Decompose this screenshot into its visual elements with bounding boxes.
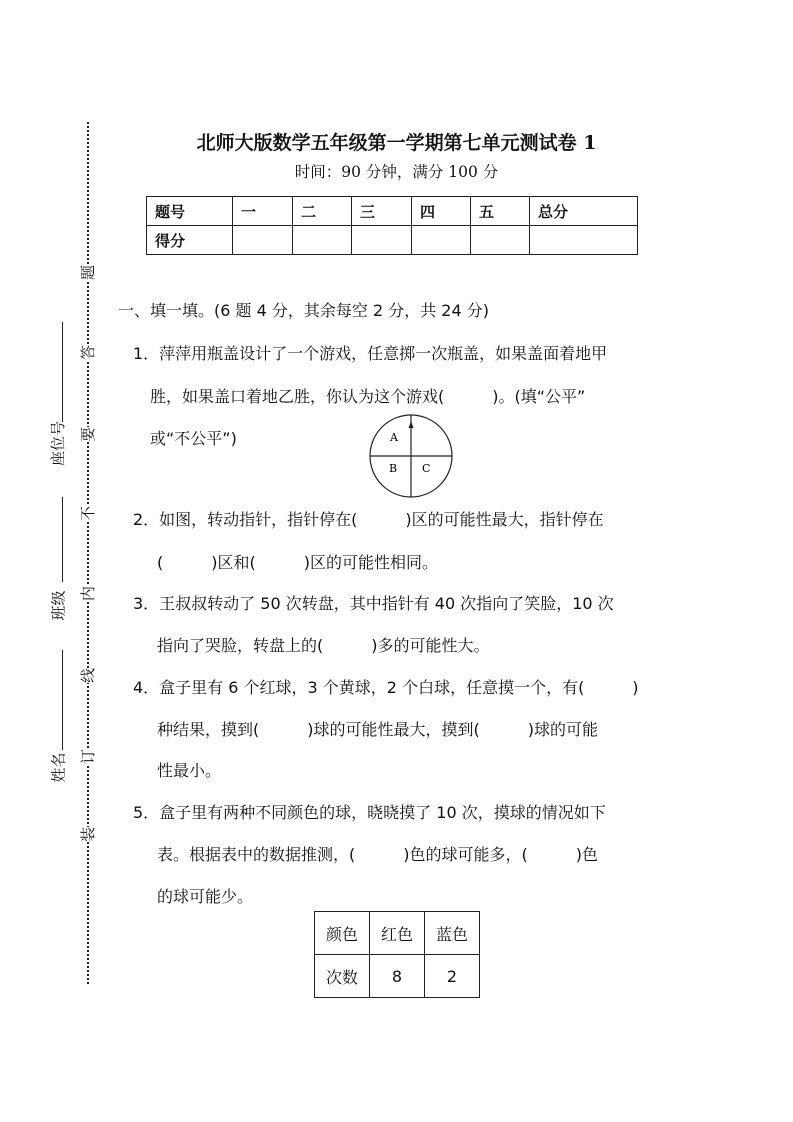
question-1-line: 或“不公平”) bbox=[150, 429, 237, 448]
question-5-line: 表。根据表中的数据推测，( )色的球可能多，( )色 bbox=[157, 845, 598, 864]
table-header-cell: 蓝色 bbox=[425, 912, 480, 955]
question-3-line: 指向了哭脸，转盘上的( )多的可能性大。 bbox=[157, 636, 490, 655]
score-table-score-row bbox=[147, 226, 638, 255]
score-input-cell[interactable] bbox=[293, 226, 352, 255]
binding-dotted-line bbox=[87, 122, 89, 984]
spinner-diagram bbox=[368, 413, 454, 499]
question-4-line: 4．盒子里有 6 个红球，3 个黄球，2 个白球，任意摸一个，有( ) bbox=[133, 678, 639, 697]
question-4-line: 性最小。 bbox=[157, 761, 222, 780]
binding-char: 答 bbox=[79, 344, 98, 361]
table-row-label: 次数 bbox=[315, 955, 370, 998]
question-3-line: 3．王叔叔转动了 50 次转盘，其中指针有 40 次指向了笑脸，10 次 bbox=[133, 594, 614, 613]
score-input-cell[interactable] bbox=[233, 226, 293, 255]
question-2-line: 2．如图，转动指针，指针停在( )区的可能性最大，指针停在 bbox=[133, 510, 604, 529]
spinner-label-a: A bbox=[390, 431, 398, 444]
seat-underline bbox=[62, 322, 63, 422]
binding-char: 装 bbox=[79, 826, 98, 843]
table-row bbox=[315, 955, 480, 998]
spinner-label-b: B bbox=[389, 462, 398, 475]
class-underline bbox=[62, 497, 63, 582]
page-title: 北师大版数学五年级第一学期第七单元测试卷 1 bbox=[196, 132, 597, 154]
score-table-header-row bbox=[147, 197, 638, 226]
table-cell: 8 bbox=[370, 955, 425, 998]
binding-char: 内 bbox=[79, 585, 98, 602]
table-header-cell: 红色 bbox=[370, 912, 425, 955]
score-cell: 得分 bbox=[147, 226, 233, 255]
score-input-cell[interactable] bbox=[471, 226, 530, 255]
score-input-cell[interactable] bbox=[412, 226, 471, 255]
name-underline bbox=[62, 650, 63, 750]
spinner-label-c: C bbox=[422, 462, 431, 475]
spinner-pointer-icon bbox=[409, 421, 414, 428]
score-input-cell[interactable] bbox=[530, 226, 638, 255]
binding-char: 线 bbox=[79, 667, 98, 684]
binding-char: 不 bbox=[79, 505, 98, 522]
question-2-line: ( )区和( )区的可能性相同。 bbox=[157, 553, 438, 572]
table-row bbox=[315, 912, 480, 955]
question-1-line: 1．萍萍用瓶盖设计了一个游戏，任意掷一次瓶盖，如果盖面着地甲 bbox=[133, 344, 608, 363]
seat-label: 座位号 bbox=[49, 420, 68, 467]
table-cell: 2 bbox=[425, 955, 480, 998]
table-header-cell: 颜色 bbox=[315, 912, 370, 955]
question-5-line: 5．盒子里有两种不同颜色的球，晓晓摸了 10 次，摸球的情况如下 bbox=[133, 803, 606, 822]
binding-char: 要 bbox=[79, 426, 98, 443]
score-cell: 五 bbox=[471, 197, 530, 226]
score-cell: 题号 bbox=[147, 197, 233, 226]
score-cell: 一 bbox=[233, 197, 293, 226]
question-5-line: 的球可能少。 bbox=[157, 887, 254, 906]
score-input-cell[interactable] bbox=[352, 226, 412, 255]
score-cell: 总分 bbox=[530, 197, 638, 226]
name-label: 姓名 bbox=[49, 752, 68, 783]
binding-char: 订 bbox=[79, 748, 98, 765]
section-heading: 一、填一填。(6 题 4 分，其余每空 2 分，共 24 分) bbox=[118, 301, 489, 320]
score-cell: 二 bbox=[293, 197, 352, 226]
score-cell: 四 bbox=[412, 197, 471, 226]
score-cell: 三 bbox=[352, 197, 412, 226]
question-1-line: 胜，如果盖口着地乙胜，你认为这个游戏( )。(填“公平” bbox=[150, 387, 586, 406]
binding-char: 题 bbox=[79, 264, 98, 281]
exam-time-info: 时间：90 分钟，满分 100 分 bbox=[294, 163, 499, 181]
score-table bbox=[146, 196, 638, 255]
question-4-line: 种结果，摸到( )球的可能性最大，摸到( )球的可能 bbox=[157, 720, 598, 739]
class-label: 班级 bbox=[49, 590, 68, 621]
ball-count-table bbox=[314, 911, 480, 998]
